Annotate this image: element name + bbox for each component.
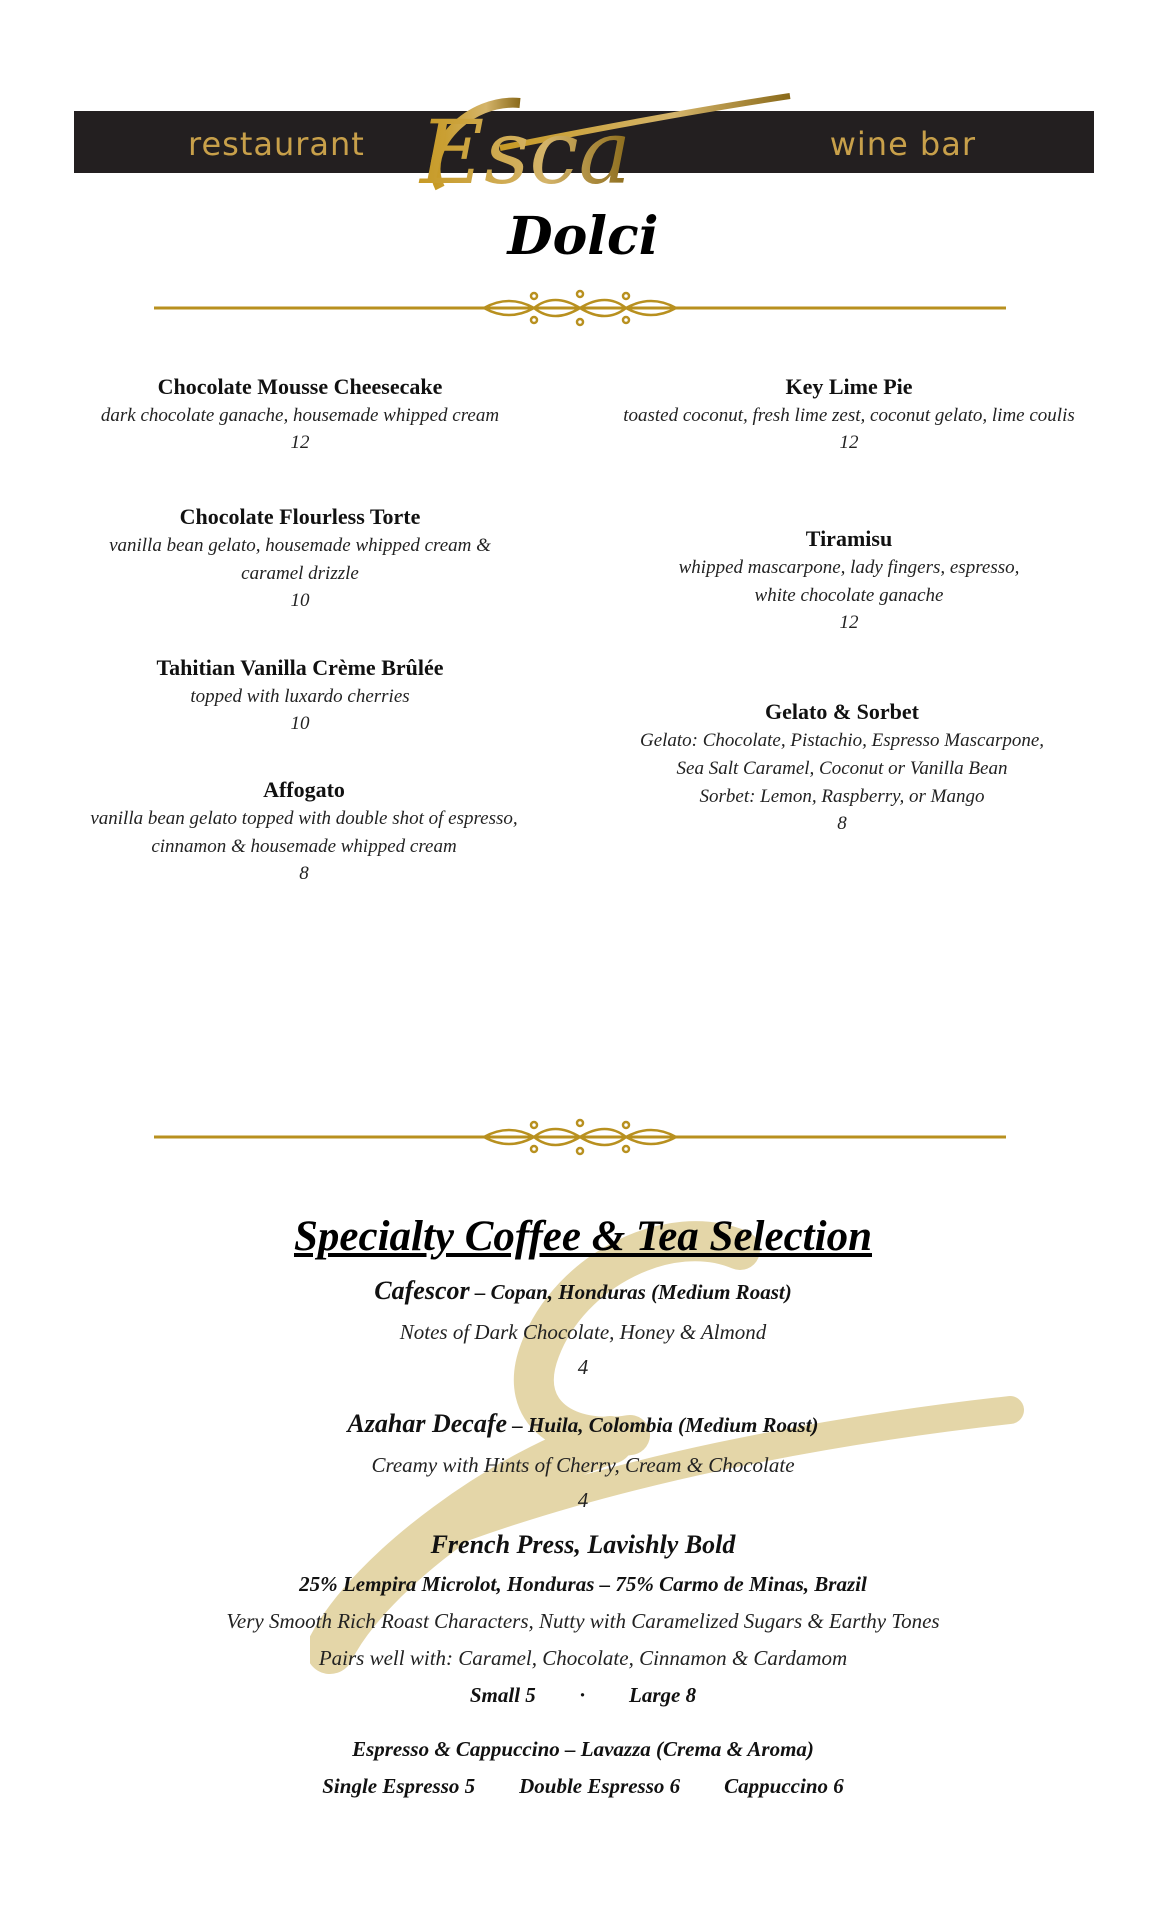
banner-wine-bar-text: wine bar	[829, 125, 976, 163]
size-small: Small 5	[469, 1683, 536, 1707]
item-desc: vanilla bean gelato, housemade whipped cream &	[109, 535, 491, 556]
item-name: Affogato	[263, 777, 345, 802]
banner-restaurant-text: restaurant	[188, 125, 365, 163]
dessert-item-gelato-sorbet	[582, 697, 1102, 837]
french-press-sizes	[0, 1683, 1166, 1708]
french-press-blend: 25% Lempira Microlot, Honduras – 75% Carmo de Minas, Brazil	[299, 1572, 867, 1596]
item-desc: toasted coconut, fresh lime zest, coconut gelato, lime coulis	[623, 405, 1075, 426]
azahar-name: Azahar Decafe	[347, 1409, 508, 1438]
item-name: Tiramisu	[805, 526, 893, 551]
cafescor-origin: – Copan, Honduras (Medium Roast)	[469, 1280, 792, 1304]
dessert-item-affogato	[44, 775, 564, 887]
dessert-item-creme-brulee	[60, 653, 540, 737]
french-press-heading: French Press, Lavishly Bold	[430, 1530, 736, 1559]
cappuccino: Cappuccino 6	[724, 1774, 844, 1798]
item-desc: vanilla bean gelato topped with double shot of espresso,	[90, 808, 518, 829]
item-price: 12	[290, 432, 310, 453]
azahar-origin: – Huila, Colombia (Medium Roast)	[507, 1413, 819, 1437]
double-espresso: Double Espresso 6	[519, 1774, 681, 1798]
item-desc: Sorbet: Lemon, Raspberry, or Mango	[699, 786, 985, 807]
item-desc: caramel drizzle	[241, 563, 359, 584]
item-price: 12	[839, 432, 859, 453]
azahar-desc: Creamy with Hints of Cherry, Cream & Chocolate	[371, 1453, 795, 1477]
item-name: Key Lime Pie	[785, 374, 913, 399]
item-price: 12	[839, 612, 859, 633]
espresso-options	[0, 1774, 1166, 1799]
french-press-pairs: Pairs well with: Caramel, Chocolate, Cinnamon & Cardamom	[318, 1646, 848, 1670]
cafescor-name: Cafescor	[374, 1276, 470, 1305]
dessert-item-tiramisu	[592, 524, 1106, 636]
page-title: Dolci	[507, 206, 659, 267]
dessert-item-cheesecake	[60, 372, 540, 456]
item-name: Gelato & Sorbet	[765, 699, 919, 724]
item-name: Chocolate Flourless Torte	[179, 504, 421, 529]
item-name: Tahitian Vanilla Crème Brûlée	[156, 655, 444, 680]
item-price: 8	[299, 863, 309, 884]
single-espresso: Single Espresso 5	[322, 1774, 476, 1798]
item-price: 10	[290, 713, 310, 734]
item-desc: topped with luxardo cherries	[190, 686, 410, 707]
size-separator: ·	[579, 1683, 586, 1707]
item-desc: whipped mascarpone, lady fingers, espresso,	[678, 557, 1020, 578]
french-press-desc: Very Smooth Rich Roast Characters, Nutty with Caramelized Sugars & Earthy Tones	[226, 1609, 940, 1633]
dessert-item-key-lime-pie	[592, 372, 1106, 456]
ornamental-divider-bottom	[154, 1117, 1006, 1157]
logo-text: Esca	[420, 101, 632, 204]
item-desc: Sea Salt Caramel, Coconut or Vanilla Bean	[676, 758, 1008, 779]
size-large: Large 8	[629, 1683, 697, 1707]
cafescor-heading	[0, 1276, 1166, 1306]
item-desc: dark chocolate ganache, housemade whipped cream	[100, 405, 500, 426]
coffee-section-title: Specialty Coffee & Tea Selection	[293, 1213, 872, 1260]
item-price: 8	[837, 813, 847, 834]
cafescor-desc: Notes of Dark Chocolate, Honey & Almond	[399, 1320, 767, 1344]
cafescor-price: 4	[577, 1355, 589, 1379]
dessert-item-torte	[60, 502, 540, 614]
azahar-heading	[0, 1409, 1166, 1439]
espresso-heading: Espresso & Cappuccino – Lavazza (Crema & Aroma)	[352, 1737, 814, 1761]
esca-logo	[380, 88, 800, 208]
item-name: Chocolate Mousse Cheesecake	[157, 374, 443, 399]
item-desc: cinnamon & housemade whipped cream	[151, 836, 457, 857]
ornamental-divider-top	[154, 288, 1006, 328]
item-price: 10	[290, 590, 310, 611]
item-desc: Gelato: Chocolate, Pistachio, Espresso Mascarpone,	[639, 730, 1045, 751]
item-desc: white chocolate ganache	[754, 585, 944, 606]
azahar-price: 4	[577, 1488, 589, 1512]
